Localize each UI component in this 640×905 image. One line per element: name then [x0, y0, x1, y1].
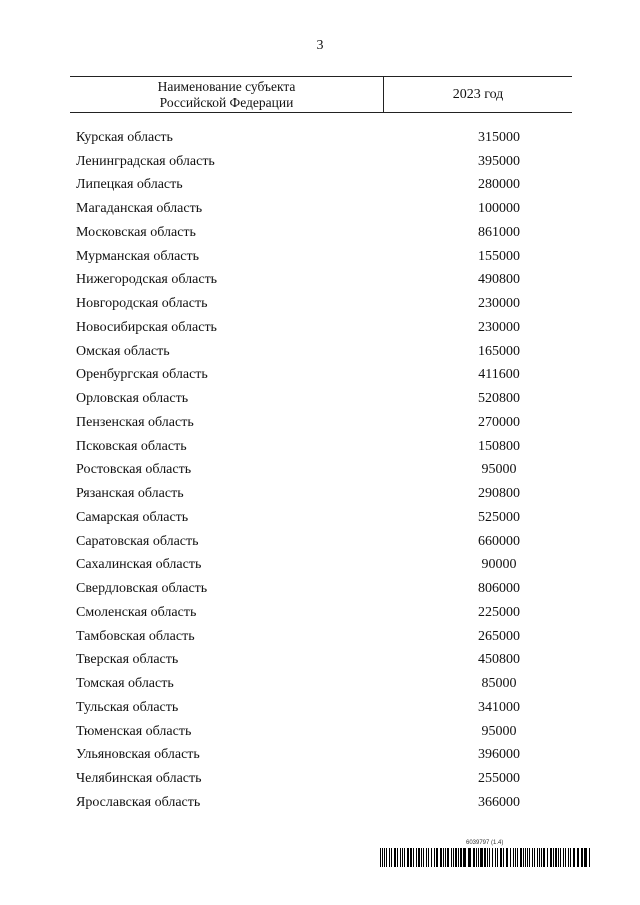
table-row	[76, 767, 566, 791]
table-row	[76, 150, 566, 174]
region-name: Новгородская область	[76, 296, 208, 312]
table-row	[76, 126, 566, 150]
region-name: Нижегородская область	[76, 272, 218, 288]
page-number: 3	[316, 38, 324, 53]
table-row	[76, 672, 566, 696]
region-value: 230000	[478, 296, 520, 312]
table-row	[76, 174, 566, 198]
region-value: 265000	[478, 628, 520, 644]
region-value: 520800	[478, 391, 520, 407]
table-row	[76, 340, 566, 364]
region-value: 806000	[478, 581, 520, 597]
region-name: Самарская область	[76, 509, 189, 525]
table-row	[76, 364, 566, 388]
table-row	[76, 791, 566, 815]
table-row	[76, 411, 566, 435]
region-value: 90000	[481, 557, 517, 573]
region-name: Курская область	[76, 129, 173, 145]
region-name: Томская область	[76, 676, 174, 692]
table-row	[76, 316, 566, 340]
barcode-image	[380, 848, 592, 867]
region-value: 341000	[478, 699, 520, 715]
region-value: 450800	[478, 652, 520, 668]
document-code: 6039797 (1.4)	[466, 840, 504, 846]
region-name: Челябинская область	[76, 771, 202, 787]
region-value: 411600	[478, 367, 520, 383]
region-name: Свердловская область	[76, 581, 208, 597]
table-row	[76, 601, 566, 625]
region-name: Ленинградская область	[76, 153, 215, 169]
table-row	[76, 387, 566, 411]
table-row	[76, 720, 566, 744]
table-row	[76, 744, 566, 768]
region-value: 280000	[478, 177, 520, 193]
table-row	[76, 197, 566, 221]
region-name: Тверская область	[76, 652, 179, 668]
region-value: 315000	[478, 129, 520, 145]
region-value: 165000	[478, 343, 520, 359]
region-value: 525000	[478, 509, 520, 525]
region-name: Смоленская область	[76, 604, 197, 620]
region-value: 396000	[478, 747, 520, 763]
header-region-line2: Российской Федерации	[159, 94, 294, 110]
region-name: Ростовская область	[76, 462, 192, 478]
table-row	[76, 506, 566, 530]
region-name: Тюменская область	[76, 723, 192, 739]
region-name: Липецкая область	[76, 177, 183, 193]
region-value: 100000	[478, 201, 520, 217]
region-name: Московская область	[76, 224, 196, 240]
region-name: Сахалинская область	[76, 557, 202, 573]
table-row	[76, 577, 566, 601]
region-value: 255000	[478, 771, 520, 787]
region-value: 861000	[478, 224, 520, 240]
region-value: 660000	[478, 533, 520, 549]
region-name: Рязанская область	[76, 486, 184, 502]
region-value: 230000	[478, 319, 520, 335]
table-row	[76, 459, 566, 483]
region-name: Магаданская область	[76, 201, 203, 217]
region-name: Пензенская область	[76, 414, 194, 430]
region-value: 366000	[478, 794, 520, 810]
table-row	[76, 221, 566, 245]
region-value: 270000	[478, 414, 520, 430]
table-row	[76, 649, 566, 673]
region-value: 490800	[478, 272, 520, 288]
table-row	[76, 554, 566, 578]
table-header	[70, 76, 572, 113]
region-name: Ярославская область	[76, 794, 201, 810]
table-row	[76, 292, 566, 316]
region-name: Тульская область	[76, 699, 179, 715]
region-value: 225000	[478, 604, 520, 620]
region-name: Омская область	[76, 343, 170, 359]
region-value: 150800	[478, 438, 520, 454]
region-value: 85000	[481, 676, 517, 692]
region-name: Новосибирская область	[76, 319, 217, 335]
header-year: 2023 год	[452, 86, 504, 102]
table-row	[76, 269, 566, 293]
region-name: Псковская область	[76, 438, 187, 454]
table-row	[76, 625, 566, 649]
table-row	[76, 530, 566, 554]
region-value: 95000	[481, 723, 517, 739]
region-name: Оренбургская область	[76, 367, 208, 383]
region-name: Саратовская область	[76, 533, 199, 549]
table-row	[76, 435, 566, 459]
header-region-name	[70, 77, 384, 112]
table-row	[76, 245, 566, 269]
region-value: 95000	[481, 462, 517, 478]
table-body	[76, 126, 566, 815]
region-name: Орловская область	[76, 391, 189, 407]
region-value: 155000	[478, 248, 520, 264]
region-name: Тамбовская область	[76, 628, 195, 644]
table-row	[76, 696, 566, 720]
header-region-line1: Наименование субъекта	[157, 78, 296, 94]
region-value: 395000	[478, 153, 520, 169]
region-name: Ульяновская область	[76, 747, 200, 763]
region-name: Мурманская область	[76, 248, 200, 264]
region-value: 290800	[478, 486, 520, 502]
table-row	[76, 482, 566, 506]
